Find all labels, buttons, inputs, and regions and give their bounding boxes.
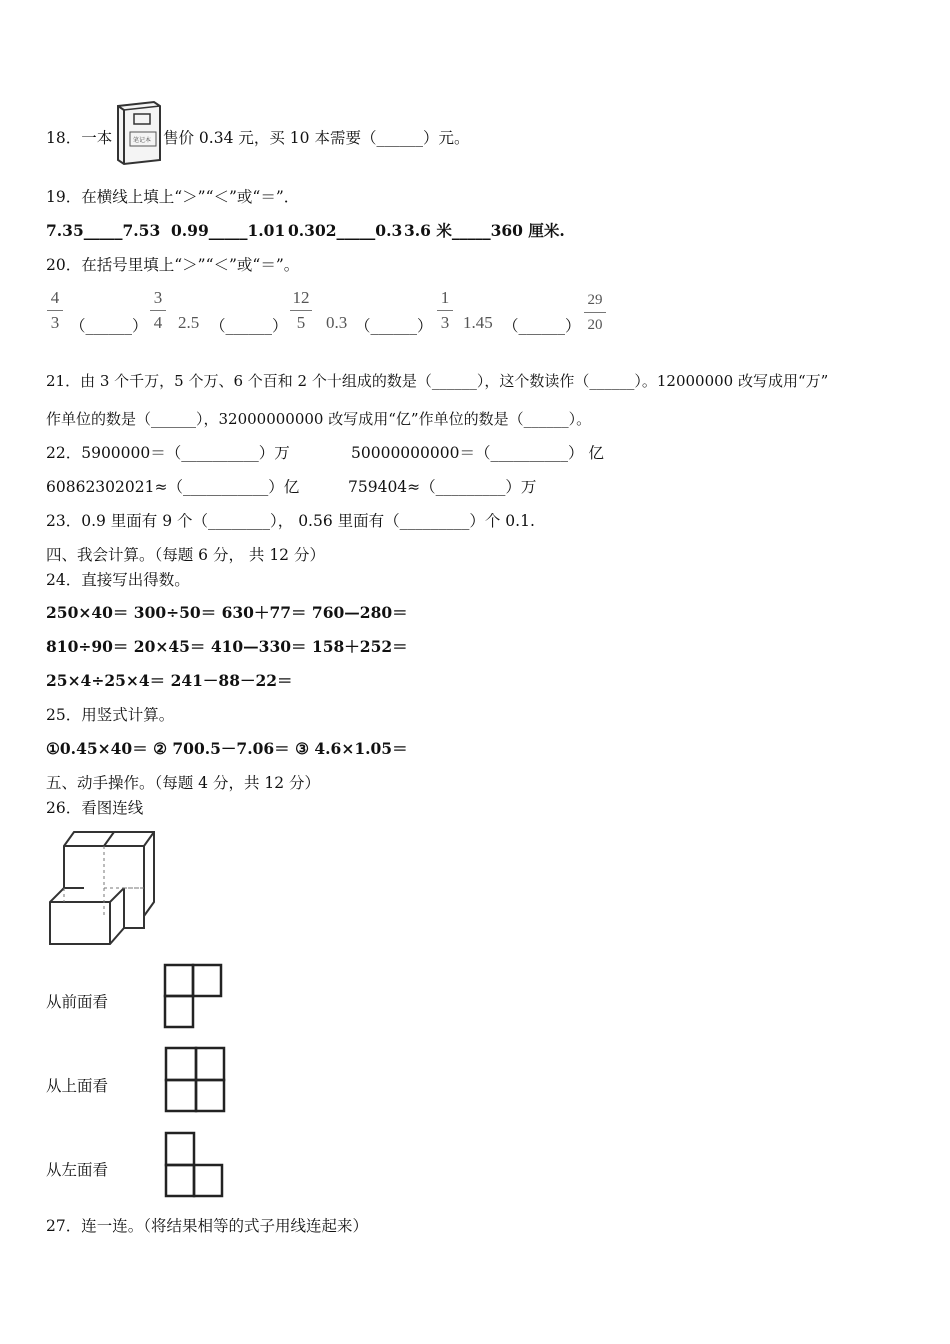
fraction-numerator: 4 bbox=[50, 288, 60, 307]
fraction-denominator: 20 bbox=[587, 317, 603, 333]
view-label-front: 从前面看 bbox=[46, 993, 109, 1011]
front-view-grid bbox=[163, 963, 225, 1029]
section4-title: 四、我会计算。（每题 6 分， 共 12 分） bbox=[46, 546, 325, 564]
q20-title: 20．在括号里填上“＞”“＜”或“＝”。 bbox=[46, 256, 300, 274]
compare-blank[interactable]: （______） bbox=[355, 317, 433, 335]
q19-item: 3.6 米_____360 厘米. bbox=[404, 221, 565, 240]
notebook-icon bbox=[110, 100, 166, 166]
q19-item: 0.302_____0.3 bbox=[288, 221, 403, 240]
q23-text: 23．0.9 里面有 9 个（________）， 0.56 里面有（_________）个 0.1. bbox=[46, 512, 535, 530]
fraction bbox=[584, 290, 606, 335]
q26-title: 26．看图连线 bbox=[46, 799, 144, 817]
fraction-numerator: 12 bbox=[292, 288, 310, 307]
decimal-value: 1.45 bbox=[463, 313, 493, 332]
fraction-denominator: 3 bbox=[440, 313, 450, 332]
q24-row: 250×40＝ 300÷50＝ 630＋77＝ 760—280＝ bbox=[46, 603, 408, 622]
q25-row: ①0.45×40＝ ② 700.5－7.06＝ ③ 4.6×1.05＝ bbox=[46, 739, 408, 758]
q19-item: 0.99_____1.01 bbox=[171, 221, 286, 240]
left-view-grid bbox=[164, 1131, 226, 1199]
q25-title: 25．用竖式计算。 bbox=[46, 706, 175, 724]
fraction bbox=[290, 288, 312, 333]
view-label-left: 从左面看 bbox=[46, 1161, 109, 1179]
q18-prefix: 18．一本 bbox=[46, 129, 113, 147]
compare-blank[interactable]: （______） bbox=[503, 317, 581, 335]
q24-row: 810÷90＝ 20×45＝ 410—330＝ 158＋252＝ bbox=[46, 637, 408, 656]
fraction-numerator: 3 bbox=[153, 288, 163, 307]
fraction bbox=[437, 288, 453, 333]
q21-line2: 作单位的数是（______），32000000000 改写成用“亿”作单位的数是（______）。 bbox=[46, 410, 592, 428]
fraction-denominator: 4 bbox=[153, 313, 163, 332]
q22-c: 60862302021≈（___________）亿 bbox=[46, 478, 300, 496]
notebook-label: 笔记本 bbox=[133, 137, 152, 144]
top-view-grid bbox=[164, 1046, 228, 1114]
fraction-denominator: 3 bbox=[50, 313, 60, 332]
compare-blank[interactable]: （______） bbox=[70, 317, 148, 335]
q18-suffix: 售价 0.34 元，买 10 本需要（______）元。 bbox=[163, 129, 470, 147]
q24-row: 25×4÷25×4＝ 241－88－22＝ bbox=[46, 671, 293, 690]
view-label-top: 从上面看 bbox=[46, 1077, 109, 1095]
q24-title: 24．直接写出得数。 bbox=[46, 571, 190, 589]
q27-title: 27．连一连。（将结果相等的式子用线连起来） bbox=[46, 1217, 368, 1235]
section5-title: 五、动手操作。（每题 4 分，共 12 分） bbox=[46, 774, 321, 792]
fraction-numerator: 29 bbox=[587, 292, 603, 308]
q22-a: 22．5900000＝（__________）万 bbox=[46, 444, 290, 462]
q19-title: 19．在横线上填上“＞”“＜”或“＝”． bbox=[46, 188, 300, 206]
decimal-value: 0.3 bbox=[326, 313, 348, 332]
fraction-denominator: 5 bbox=[296, 313, 306, 332]
fraction bbox=[47, 288, 63, 333]
q21-line1: 21．由 3 个千万，5 个万、6 个百和 2 个十组成的数是（______），这个数读作（______）。12000000 改写成用“万” bbox=[46, 372, 829, 390]
fraction bbox=[150, 288, 166, 333]
q22-b: 50000000000＝（__________） 亿 bbox=[351, 444, 604, 462]
compare-blank[interactable]: （______） bbox=[210, 317, 288, 335]
q19-item: 7.35_____7.53 bbox=[46, 221, 161, 240]
block-figure bbox=[44, 828, 160, 948]
q22-d: 759404≈（_________）万 bbox=[348, 478, 537, 496]
fraction-numerator: 1 bbox=[440, 288, 450, 307]
decimal-value: 2.5 bbox=[178, 313, 200, 332]
